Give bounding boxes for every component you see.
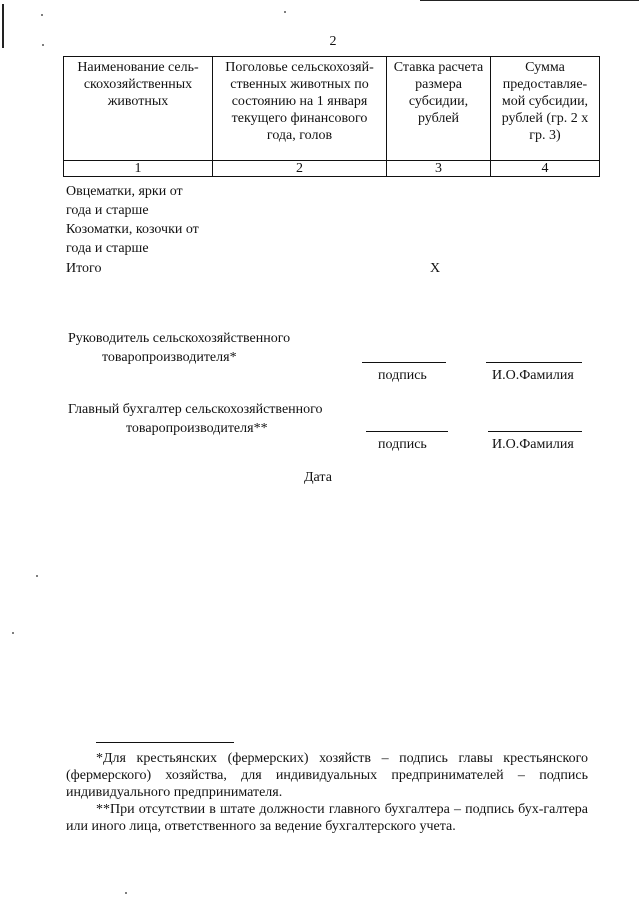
accountant-name-line (488, 431, 582, 432)
subsidy-table (63, 56, 600, 177)
column-header-animals: Наименование сель-скохозяйственных животных (64, 57, 213, 161)
head-title (68, 329, 368, 367)
total-rate-mark: X (430, 261, 441, 276)
accountant-title-line1: Главный бухгалтер сельскохозяйственного (68, 402, 323, 417)
column-header-headcount: Поголовье сельскохозяй-ственных животных по состоянию на 1 января текущего финансового года, голов (213, 57, 387, 161)
scan-edge-line (420, 0, 639, 1)
accountant-name-caption: И.О.Фамилия (492, 437, 574, 452)
scan-edge-line (2, 4, 4, 48)
footnote-rule (96, 742, 234, 743)
row-label-sheep: Овцематки, ярки от года и старше (66, 184, 183, 218)
column-header-rate: Ставка расчета размера субсидии, рублей (387, 57, 491, 161)
column-number: 4 (491, 161, 600, 177)
total-label: Итого (66, 261, 102, 276)
accountant-title (68, 400, 368, 438)
row-labels (66, 182, 206, 258)
column-header-amount: Сумма предоставляе-мой субсидии, рублей (гр. 2 х гр. 3) (491, 57, 600, 161)
table-header-row (64, 57, 600, 161)
accountant-signature-caption: подпись (378, 437, 427, 452)
date-label: Дата (304, 470, 332, 485)
scan-speck (36, 575, 38, 577)
column-number: 2 (213, 161, 387, 177)
scan-speck (12, 632, 14, 634)
head-signature-caption: подпись (378, 368, 427, 383)
scan-speck (41, 14, 43, 16)
scan-speck (125, 892, 127, 894)
head-name-line (486, 362, 582, 363)
head-name-caption: И.О.Фамилия (492, 368, 574, 383)
column-number: 1 (64, 161, 213, 177)
scan-speck (284, 11, 286, 13)
accountant-signature-line (366, 431, 448, 432)
column-number-row (64, 161, 600, 177)
row-label-goats: Козоматки, козочки от года и старше (66, 222, 199, 256)
head-title-line1: Руководитель сельскохозяйственного (68, 331, 291, 346)
column-number: 3 (387, 161, 491, 177)
accountant-title-line2: товаропроизводителя** (126, 421, 268, 436)
scan-speck (42, 44, 44, 46)
head-signature-line (362, 362, 446, 363)
footnote-1: *Для крестьянских (фермерских) хозяйств – подпись главы крестьянского (фермерского) хозяйства, для индивидуальных предпринимателей – подпись индивидуального предпринимателя. (66, 751, 588, 800)
footnote-2: **При отсутствии в штате должности главного бухгалтера – подпись бух-галтера или иного лица, ответственного за ведение бухгалтерского учета. (66, 802, 588, 834)
page-number: 2 (329, 34, 337, 49)
head-title-line2: товаропроизводителя* (102, 350, 237, 365)
